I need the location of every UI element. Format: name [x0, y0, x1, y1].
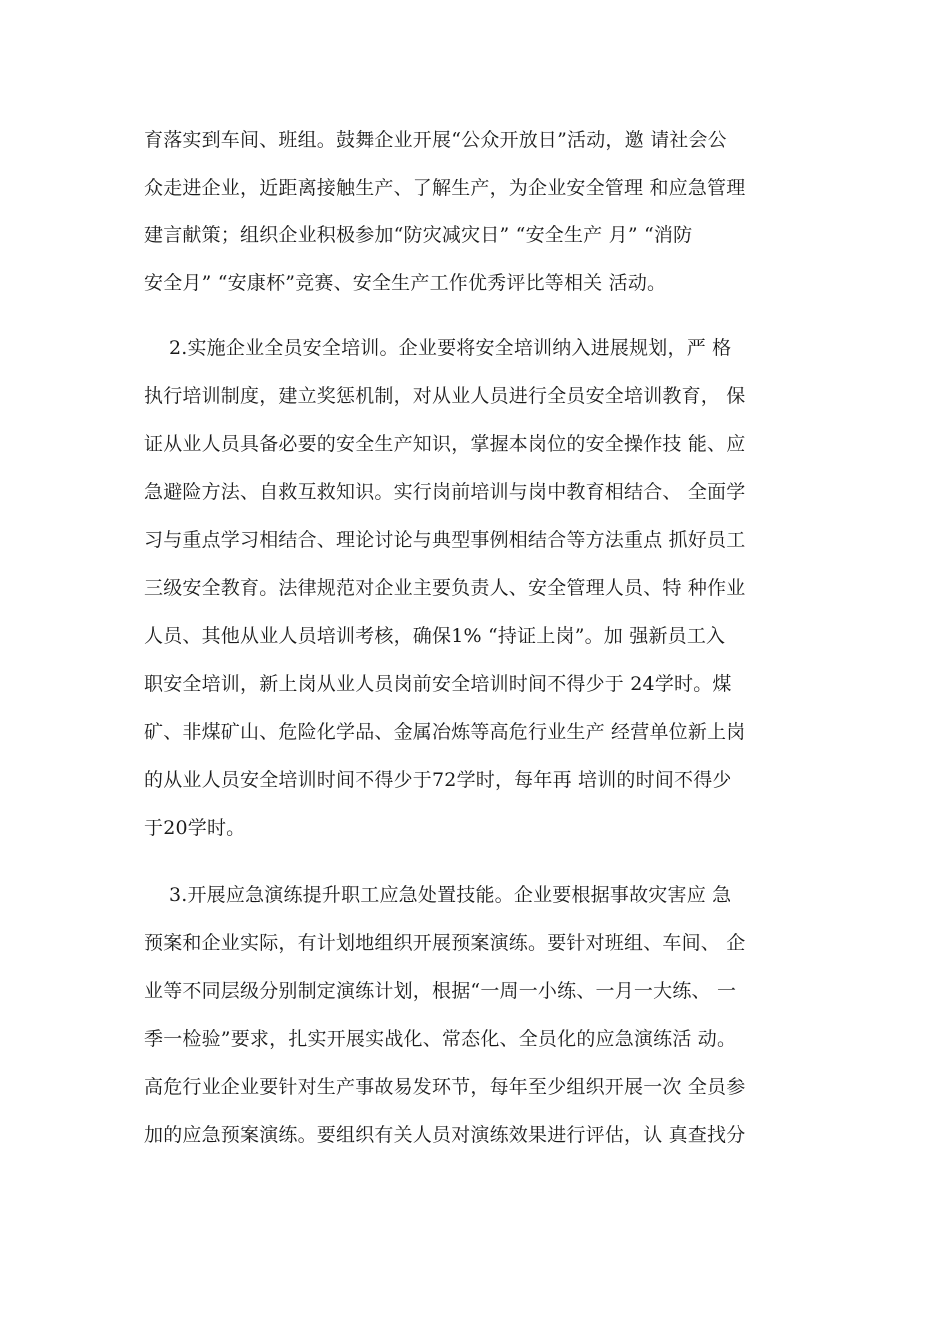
paragraph-3-first-line: 3.开展应急演练提升职工应急处置技能。企业要根据事故灾害应 急 [144, 884, 732, 906]
text-line: 三级安全教育。法律规范对企业主要负责人、安全管理人员、特 种作业 [144, 577, 746, 599]
text-line: 证从业人员具备必要的安全生产知识，掌握本岗位的安全操作技 能、应 [144, 433, 746, 455]
paragraph-2-first-line: 2.实施企业全员安全培训。企业要将安全培训纳入进展规划，严 格 [144, 337, 732, 359]
text-line: 职安全培训，新上岗从业人员岗前安全培训时间不得少于 24学时。煤 [144, 673, 732, 695]
text-line: 的从业人员安全培训时间不得少于72学时，每年再 培训的时间不得少 [144, 769, 732, 791]
text-line: 育落实到车间、班组。鼓舞企业开展“公众开放日”活动，邀 请社会公 [144, 129, 727, 151]
text-line: 执行培训制度，建立奖惩机制，对从业人员进行全员安全培训教育， 保 [144, 385, 746, 407]
text-line: 加的应急预案演练。要组织有关人员对演练效果进行评估，认 真查找分 [144, 1124, 746, 1146]
text-line: 人员、其他从业人员培训考核，确保1% “持证上岗”。加 强新员工入 [144, 625, 726, 647]
text-line: 矿、非煤矿山、危险化学品、金属冶炼等高危行业生产 经营单位新上岗 [144, 721, 746, 743]
text-line: 建言献策；组织企业积极参加“防灾减灾日” “安全生产 月” “消防 [144, 224, 693, 246]
text-line: 季一检验”要求，扎实开展实战化、常态化、全员化的应急演练活 动。 [144, 1028, 737, 1050]
text-line: 预案和企业实际，有计划地组织开展预案演练。要针对班组、车间、 企 [144, 932, 746, 954]
text-line: 急避险方法、自救互救知识。实行岗前培训与岗中教育相结合、 全面学 [144, 481, 746, 503]
text-line: 高危行业企业要针对生产事故易发环节，每年至少组织开展一次 全员参 [144, 1076, 746, 1098]
text-line: 习与重点学习相结合、理论讨论与典型事例相结合等方法重点 抓好员工 [144, 529, 746, 551]
text-line: 业等不同层级分别制定演练计划，根据“一周一小练、一月一大练、 一 [144, 980, 737, 1002]
text-line: 于20学时。 [144, 817, 246, 839]
text-line: 众走进企业，近距离接触生产、了解生产，为企业安全管理 和应急管理 [144, 177, 746, 199]
text-line: 安全月” “安康杯”竞赛、安全生产工作优秀评比等相关 活动。 [144, 272, 667, 294]
